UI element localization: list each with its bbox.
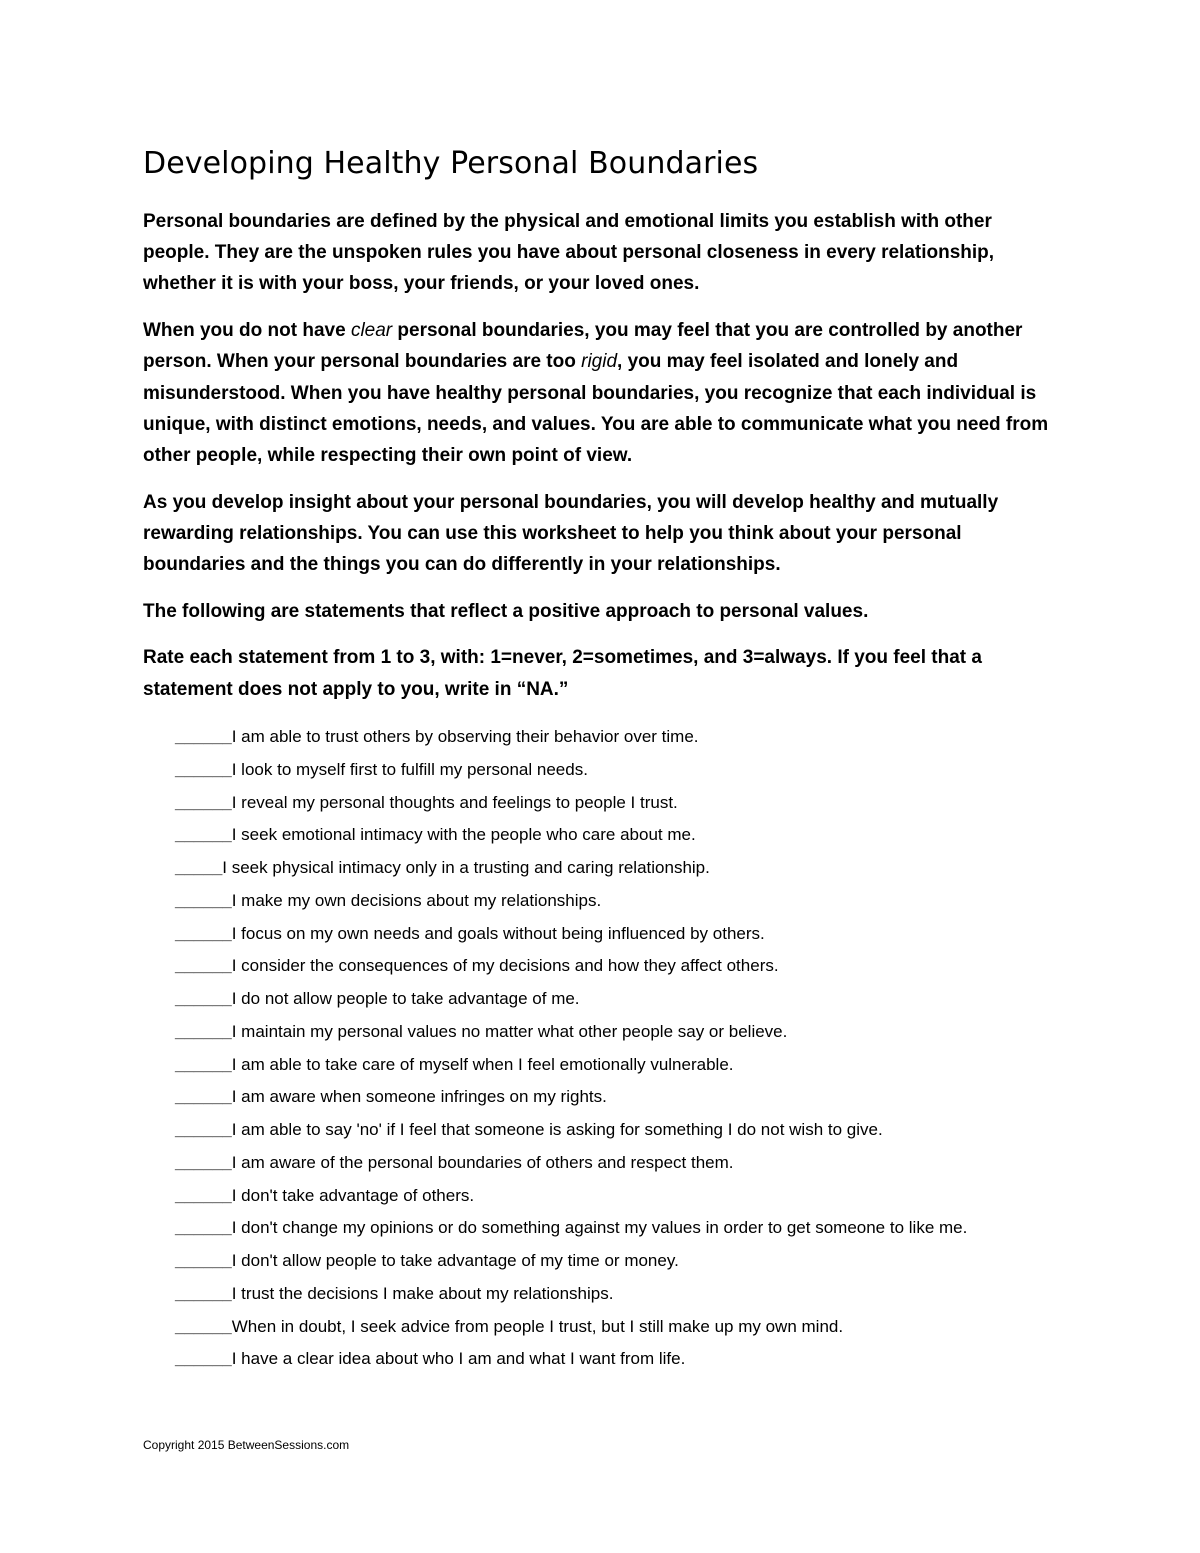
rating-blank[interactable]: ______ <box>175 1054 232 1074</box>
statement-item <box>175 1245 1065 1278</box>
statement-text: I seek emotional intimacy with the people who care about me. <box>231 825 696 845</box>
statement-item <box>175 1081 1065 1114</box>
statement-item <box>175 1114 1065 1147</box>
rating-blank[interactable]: ______ <box>175 989 232 1008</box>
statement-text: I do not allow people to take advantage of me. <box>231 989 580 1008</box>
rating-blank[interactable]: ______ <box>175 956 232 976</box>
intro-paragraph-5: Rate each statement from 1 to 3, with: 1=never, 2=sometimes, and 3=always. If you feel that a statement does not apply to you, write in “NA.” <box>143 647 982 700</box>
statement-item <box>175 754 1065 787</box>
rating-blank[interactable]: ______ <box>175 1316 232 1336</box>
rating-blank[interactable]: ______ <box>175 1185 232 1205</box>
statement-item <box>175 1016 1065 1049</box>
statement-item <box>175 918 1065 951</box>
rating-blank[interactable]: ______ <box>175 1120 232 1139</box>
statement-item <box>175 787 1065 820</box>
statement-item <box>175 721 1065 754</box>
rating-blank[interactable]: ______ <box>175 727 232 746</box>
statement-text: I have a clear idea about who I am and what I want from life. <box>231 1349 686 1369</box>
intro-paragraph-1: Personal boundaries are defined by the physical and emotional limits you establish with other people. They are the unspoken rules you have about personal closeness in every relationship, whether it is with your boss, your friends, or your loved ones. <box>143 211 995 295</box>
statement-text: I am aware of the personal boundaries of others and respect them. <box>231 1152 734 1172</box>
statement-item <box>143 1212 1065 1245</box>
statement-text: I consider the consequences of my decisions and how they affect others. <box>231 956 779 976</box>
statement-item <box>175 1049 1065 1082</box>
statement-item <box>175 1311 1065 1344</box>
statement-text: I seek physical intimacy only in a trusting and caring relationship. <box>222 858 710 877</box>
statement-item <box>175 983 1065 1016</box>
page-title: Developing Healthy Personal Boundaries <box>143 146 759 181</box>
intro-p2-part-c: , you may feel isolated and lonely and misunderstood. When you have healthy personal boundaries, you recognize that each individual is unique, with distinct emotions, needs, and values. You are able to communicate what you need from other people, while respecting their own point of view. <box>143 351 1049 466</box>
intro-paragraph-3: As you develop insight about your personal boundaries, you will develop healthy and mutually rewarding relationships. You can use this worksheet to help you think about your personal boundaries and the things you can do differently in your relationships. <box>143 491 999 576</box>
statement-item <box>175 1147 1065 1180</box>
rating-blank[interactable]: ______ <box>175 1251 232 1270</box>
rating-blank[interactable]: ______ <box>175 1283 232 1303</box>
statement-text: I maintain my personal values no matter what other people say or believe. <box>231 1021 788 1041</box>
statement-item <box>175 1278 1065 1311</box>
statement-text: I trust the decisions I make about my relationships. <box>231 1283 614 1303</box>
statement-item <box>175 852 1065 885</box>
copyright-footer: Copyright 2015 BetweenSessions.com <box>143 1438 350 1452</box>
intro-p2-emphasis-rigid: rigid <box>581 351 618 373</box>
statement-item <box>175 885 1065 918</box>
statement-item <box>175 1343 1065 1376</box>
statement-text: I focus on my own needs and goals without being influenced by others. <box>231 923 765 943</box>
statement-list <box>175 721 1065 1376</box>
intro-p2-part-b: personal boundaries, you may feel that you are controlled by another person. When your personal boundaries are too <box>143 320 1023 373</box>
statement-text: I don't change my opinions or do something against my values in order to get someone to like me. <box>231 1218 968 1238</box>
rating-blank[interactable]: ______ <box>175 1218 232 1238</box>
statement-text: I am aware when someone infringes on my rights. <box>231 1087 607 1107</box>
intro-text <box>143 206 1063 720</box>
rating-blank[interactable]: ______ <box>175 1021 232 1041</box>
statement-text: I am able to take care of myself when I feel emotionally vulnerable. <box>231 1054 734 1074</box>
intro-paragraph-4: The following are statements that reflect a positive approach to personal values. <box>143 600 869 622</box>
statement-text: I am able to trust others by observing their behavior over time. <box>231 727 699 746</box>
statement-text: I don't take advantage of others. <box>231 1185 475 1205</box>
statement-item <box>175 950 1065 983</box>
statement-text: I am able to say 'no' if I feel that someone is asking for something I do not wish to give. <box>231 1120 883 1139</box>
rating-blank[interactable]: ______ <box>175 759 232 779</box>
rating-blank[interactable]: ______ <box>175 1152 232 1172</box>
statement-item <box>175 819 1065 852</box>
rating-blank[interactable]: ______ <box>175 923 232 943</box>
statement-text: I look to myself first to fulfill my personal needs. <box>231 759 588 779</box>
rating-blank[interactable]: ______ <box>175 792 232 812</box>
statement-text: I don't allow people to take advantage of my time or money. <box>231 1251 679 1270</box>
intro-p2-part-a: When you do not have <box>143 320 351 342</box>
rating-blank[interactable]: ______ <box>175 1087 232 1107</box>
statement-text: When in doubt, I seek advice from people I trust, but I still make up my own mind. <box>231 1316 844 1336</box>
statement-text: I make my own decisions about my relationships. <box>231 890 602 910</box>
rating-blank[interactable]: ______ <box>175 825 232 845</box>
intro-paragraph-2 <box>143 315 1063 471</box>
rating-blank[interactable]: ______ <box>175 1349 232 1369</box>
intro-p2-emphasis-clear: clear <box>350 320 393 342</box>
rating-blank[interactable]: _____ <box>175 858 223 877</box>
statement-text: I reveal my personal thoughts and feelings to people I trust. <box>231 792 678 812</box>
statement-item <box>175 1180 1065 1213</box>
rating-blank[interactable]: ______ <box>175 890 232 910</box>
